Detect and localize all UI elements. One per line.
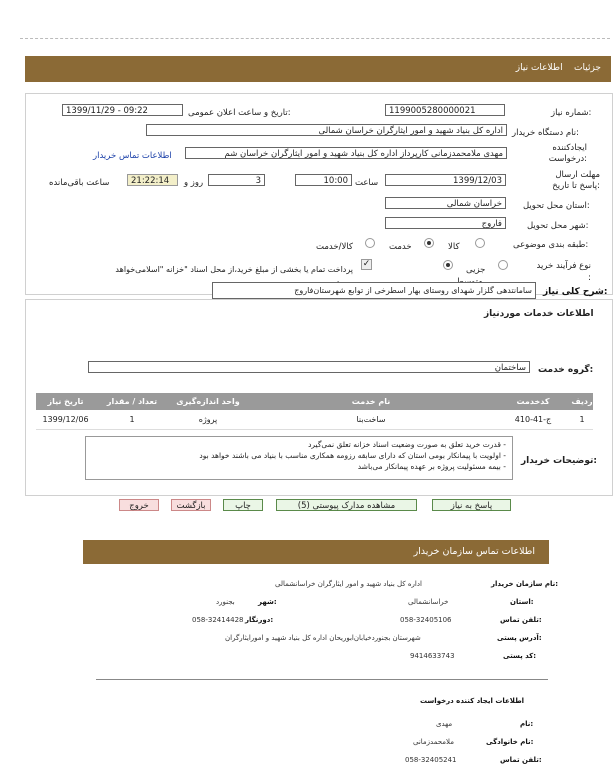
buyer-note-3: - بیمه مسئولیت پروژه بر عهده پیمانکار می‌باشد <box>357 462 506 471</box>
category-radio-goods[interactable] <box>475 238 485 248</box>
col-date: تاریخ نیاز <box>36 393 95 410</box>
creator-last-name-value: ملامحمدزمانی <box>413 738 454 746</box>
category-radio-service[interactable] <box>424 238 434 248</box>
contact-city-label: شهر: <box>258 598 277 606</box>
contact-province-label: استان: <box>510 598 534 606</box>
print-button[interactable]: چاپ <box>223 499 263 511</box>
category-option-goods: کالا <box>448 242 460 252</box>
contact-divider <box>96 679 548 680</box>
days-label: روز و <box>184 178 204 188</box>
creator-last-name-label: نام خانوادگی: <box>486 738 534 746</box>
services-table <box>36 393 593 430</box>
org-label: نام سازمان خریدار: <box>491 580 559 588</box>
services-title: اطلاعات خدمات مورد‌نیاز <box>484 309 594 319</box>
buyer-note-1: - قدرت خرید تعلق به صورت وضعیت اسناد خزانه تعلق نمی‌گیرد <box>308 440 506 449</box>
summary-field[interactable]: سامانتدهی گلزار شهدای روستای بهار اسطرخی از توابع شهرستان‌فاروج <box>212 282 536 299</box>
contact-province-value: خراسانشمالی <box>408 598 449 606</box>
contact-address-value: شهرستان بجنوردخیابان‌ابوریحان اداره کل بنیاد شهید و امورایثارگران <box>225 634 421 642</box>
creator-header: اطلاعات ایجاد کننده درخواست <box>420 697 525 705</box>
cell-name: ساخت‌بنا <box>247 410 495 430</box>
category-radio-goods-service[interactable] <box>365 238 375 248</box>
announce-label: تاریخ و ساعت اعلان عمومی: <box>188 108 291 118</box>
remaining-label: ساعت باقی‌مانده <box>49 178 110 188</box>
need-number-label: شماره نیاز: <box>551 108 592 118</box>
creator-first-name-label: نام: <box>520 720 534 728</box>
contact-fax-value: 058-32414428 <box>192 616 244 624</box>
col-unit: واحد اندازه‌گیری <box>169 393 247 410</box>
col-name: نام خدمت <box>247 393 495 410</box>
contact-fax-label: دورنگار: <box>245 616 274 624</box>
contact-postal-value: 9414633743 <box>410 652 455 660</box>
deadline-label: مهلت ارسال پاسخ تا تاریخ: <box>552 170 600 191</box>
announce-field[interactable]: 1399/11/29 - 09:22 <box>62 104 183 116</box>
buyer-notes-label: توضیحات خریدار: <box>521 456 597 466</box>
category-option-goods-service: کالا/خدمت <box>316 242 353 252</box>
col-row: ردیف <box>571 393 593 410</box>
payment-note-line1: پرداخت تمام یا بخشی از مبلغ خرید،از محل اسناد "خزانه "اسلامی‌خواهد <box>115 265 353 274</box>
back-button[interactable]: بازگشت <box>171 499 211 511</box>
province-label: استان محل تحویل: <box>523 201 590 211</box>
cell-date: 1399/12/06 <box>36 410 95 430</box>
contact-phone-label: تلفن تماس: <box>500 616 542 624</box>
contact-postal-label: کد پستی: <box>503 652 537 660</box>
exit-button[interactable]: خروج <box>119 499 159 511</box>
page-header-bar <box>25 56 611 82</box>
deadline-date-field[interactable]: 1399/12/03 <box>385 174 506 186</box>
view-docs-button[interactable]: مشاهده مدارک پیوستی (5) <box>276 499 417 511</box>
col-qty: تعداد / مقدار <box>95 393 169 410</box>
process-option-minor: جزیی <box>466 265 486 275</box>
cell-qty: 1 <box>95 410 169 430</box>
creator-label: ایجادکننده درخواست: <box>548 143 587 164</box>
remaining-timer: 21:22:14 <box>127 174 178 186</box>
deadline-time-field[interactable]: 10:00 <box>295 174 352 186</box>
col-code: کدخدمت <box>495 393 571 410</box>
city-field[interactable]: فاروج <box>385 217 506 229</box>
need-number-field[interactable]: 1199005280000021 <box>385 104 505 116</box>
contact-header-title: اطلاعات تماس سازمان خریدار <box>413 546 535 557</box>
buyer-notes-box <box>85 436 513 480</box>
process-radio-medium[interactable] <box>443 260 453 270</box>
creator-first-name-value: مهدی <box>436 720 453 728</box>
header-tabs <box>516 63 601 73</box>
creator-field[interactable]: مهدی ملامحمدزمانی کارپرداز اداره کل بنیاد شهید و امور ایثارگران خراسان شم <box>185 147 507 159</box>
contact-header-bar <box>83 540 549 564</box>
reply-button[interactable]: پاسخ به نیاز <box>432 499 511 511</box>
table-row <box>36 410 593 430</box>
cell-unit: پروژه <box>169 410 247 430</box>
buyer-name-label: نام دستگاه خریدار: <box>512 128 579 138</box>
deadline-time-label: ساعت <box>355 178 379 188</box>
days-field[interactable]: 3 <box>208 174 265 186</box>
cell-row: 1 <box>571 410 593 430</box>
city-label: شهر محل تحویل: <box>527 221 589 231</box>
process-radio-minor[interactable] <box>498 260 508 270</box>
services-table-header <box>36 393 593 410</box>
tab-need-info[interactable]: اطلاعات نیاز <box>515 63 563 73</box>
category-label: طبقه بندی موضوعی: <box>513 240 589 250</box>
contact-address-label: آدرس پستی: <box>497 634 542 642</box>
tab-details[interactable]: جزئیات <box>574 63 601 73</box>
top-divider <box>20 38 610 39</box>
org-value: اداره کل بنیاد شهید و امور ایثارگران خراسانشمالی <box>275 580 422 588</box>
creator-phone-label: تلفن تماس: <box>500 756 542 764</box>
creator-phone-value: 058-32405241 <box>405 756 457 764</box>
process-label: نوع فرآیند خرید : <box>536 261 591 283</box>
category-option-service: خدمت <box>389 242 412 252</box>
group-field[interactable]: ساختمان <box>88 361 530 373</box>
payment-checkbox[interactable]: ✓ <box>362 259 371 269</box>
buyer-note-2: - اولویت با پیمانکار بومی استان که دارای سابقه رزومه همکاری مناسب با بنیاد می باشند خواهد بود <box>199 451 506 460</box>
province-field[interactable]: خراسان شمالی <box>385 197 506 209</box>
contact-phone-value: 058-32405106 <box>400 616 452 624</box>
buyer-contact-link[interactable]: اطلاعات تماس خریدار <box>93 151 172 161</box>
group-label: گروه خدمت: <box>538 365 594 375</box>
buyer-name-field[interactable]: اداره کل بنیاد شهید و امور ایثارگران خراسان شمالی <box>146 124 507 136</box>
contact-city-value: بجنورد <box>216 598 235 606</box>
summary-label: شرح کلی نیاز: <box>543 287 608 297</box>
cell-code: ج-41-410 <box>495 410 571 430</box>
